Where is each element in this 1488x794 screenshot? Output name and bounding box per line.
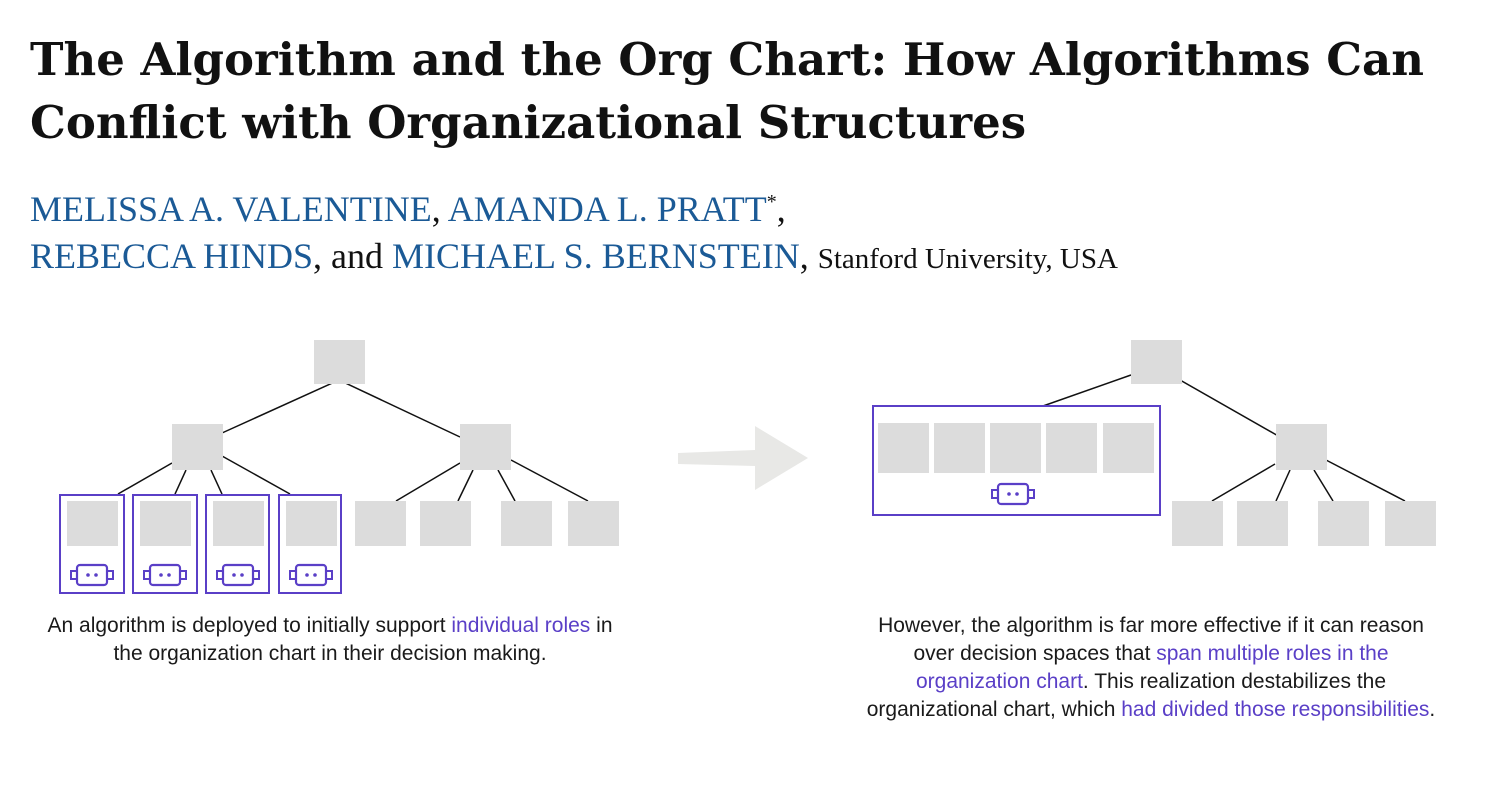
right-chart-boxes <box>1131 340 1436 546</box>
caption-text: . <box>1429 698 1436 721</box>
caption-text: An algorithm is deployed to initially support <box>47 614 452 637</box>
org-box-role <box>568 501 619 546</box>
org-box-manager <box>172 424 223 470</box>
org-chart-figure <box>0 320 1488 610</box>
org-box-role <box>501 501 552 546</box>
author-separator: , and <box>313 236 393 276</box>
author-name[interactable]: MICHAEL S. BERNSTEIN <box>392 236 800 276</box>
org-box-role <box>1385 501 1436 546</box>
author-name[interactable]: MELISSA A. VALENTINE <box>30 189 432 229</box>
author-list <box>30 186 1450 283</box>
org-box-root <box>1131 340 1182 384</box>
affiliation: Stanford University, USA <box>817 243 1118 275</box>
caption-text: in the organization chart in their decision making. <box>113 614 613 665</box>
role-with-algorithm <box>206 495 269 593</box>
paper-title: The Algorithm and the Org Chart: How Algorithms Can Conflict with Organizational Structures <box>30 33 1424 149</box>
caption-right <box>858 612 1444 724</box>
author-mark: * <box>766 191 777 213</box>
caption-text: However, the algorithm is far more effective if it can reason over decision spaces that <box>878 614 1424 665</box>
role-with-algorithm <box>133 495 197 593</box>
org-box-role <box>420 501 471 546</box>
org-box-role <box>1237 501 1288 546</box>
merged-roles-with-algorithm <box>873 406 1160 515</box>
caption-left <box>40 612 620 668</box>
org-box-role <box>1318 501 1369 546</box>
arrow-right-icon <box>678 426 808 490</box>
author-name[interactable]: AMANDA L. PRATT <box>447 189 767 229</box>
author-separator: , <box>799 236 818 276</box>
org-box-manager <box>1276 424 1327 470</box>
caption-highlight: had divided those responsibilities <box>1121 698 1430 721</box>
author-separator: , <box>776 189 786 229</box>
robot-icon <box>144 565 186 585</box>
robot-icon <box>217 565 259 585</box>
caption-highlight: individual roles <box>451 614 591 637</box>
author-separator: , <box>431 189 448 229</box>
role-with-algorithm <box>279 495 341 593</box>
author-name[interactable]: REBECCA HINDS <box>30 236 314 276</box>
robot-icon <box>290 565 332 585</box>
robot-icon <box>71 565 113 585</box>
org-box-manager <box>460 424 511 470</box>
org-box-role <box>355 501 406 546</box>
org-box-role <box>1172 501 1223 546</box>
role-with-algorithm <box>60 495 124 593</box>
caption-highlight: span multiple roles in the organization chart <box>915 642 1389 693</box>
caption-text: . This realization destabilizes the organizational chart, which <box>866 670 1387 721</box>
org-box-root <box>314 340 365 384</box>
